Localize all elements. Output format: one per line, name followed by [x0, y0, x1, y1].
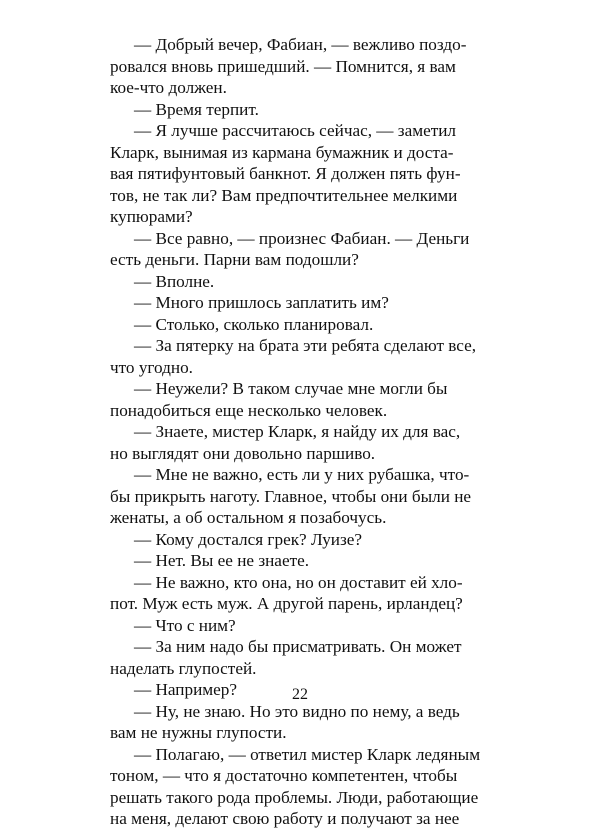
- text-line: — Неужели? В таком случае мне могли бы: [134, 379, 448, 398]
- page-number: 22: [292, 686, 308, 703]
- text-line: — Столько, сколько планировал.: [134, 314, 374, 334]
- text-line: — Вполне.: [134, 271, 215, 291]
- text-line: — Ну, не знаю. Но это видно по нему, а ведь: [134, 701, 460, 721]
- text-line: вая пятифунтовый банкнот. Я должен пять фун-: [110, 164, 461, 183]
- text-line: Кларк, вынимая из кармана бумажник и доста-: [110, 142, 454, 162]
- text-line: — Мне не важно, есть ли у них рубашка, что-: [134, 465, 470, 484]
- text-line: — Полагаю, — ответил мистер Кларк ледяным: [134, 744, 481, 764]
- text-line: тоном, — что я достаточно компетентен, чтобы: [110, 766, 458, 785]
- text-line: — Например?: [134, 680, 238, 699]
- text-line: есть деньги. Парни вам подошли?: [110, 250, 359, 269]
- text-line: — Я лучше рассчитаюсь сейчас, — заметил: [134, 121, 457, 140]
- text-line: что угодно.: [110, 357, 193, 377]
- text-line: кое-что должен.: [110, 78, 227, 97]
- text-line: — Добрый вечер, Фабиан, — вежливо поздо-: [134, 35, 467, 54]
- text-line: — Знаете, мистер Кларк, я найду их для вас,: [134, 422, 461, 441]
- body-text: [110, 34, 498, 830]
- text-line: купюрами?: [110, 207, 193, 226]
- text-line: но выглядят они довольно паршиво.: [110, 443, 376, 463]
- text-line: наделать глупостей.: [110, 658, 257, 678]
- text-line: женаты, а об остальном я позабочусь.: [110, 508, 387, 527]
- text-line: на меня, делают свою работу и получают за нее: [110, 809, 460, 828]
- text-line: — Время терпит.: [134, 99, 259, 119]
- text-line: понадобиться еще несколько человек.: [110, 400, 388, 420]
- text-line: пот. Муж есть муж. А другой парень, ирландец?: [110, 594, 463, 613]
- text-line: решать такого рода проблемы. Люди, работающие: [110, 787, 479, 807]
- text-line: ровался вновь пришедший. — Помнится, я вам: [110, 56, 456, 76]
- text-line: — Не важно, кто она, но он доставит ей хло-: [134, 572, 463, 592]
- text-line: — За пятерку на брата эти ребята сделают все,: [134, 336, 477, 355]
- text-line: тов, не так ли? Вам предпочтительнее мелкими: [110, 185, 458, 205]
- text-line: — Много пришлось заплатить им?: [134, 293, 389, 312]
- text-line: — Что с ним?: [134, 615, 236, 635]
- text-line: — Кому достался грек? Луизе?: [134, 529, 363, 549]
- text-line: — За ним надо бы присматривать. Он может: [134, 637, 462, 656]
- text-line: — Все равно, — произнес Фабиан. — Деньги: [134, 228, 470, 248]
- text-line: бы прикрыть наготу. Главное, чтобы они были не: [110, 486, 472, 506]
- text-line: — Нет. Вы ее не знаете.: [134, 551, 310, 570]
- text-line: вам не нужны глупости.: [110, 723, 287, 742]
